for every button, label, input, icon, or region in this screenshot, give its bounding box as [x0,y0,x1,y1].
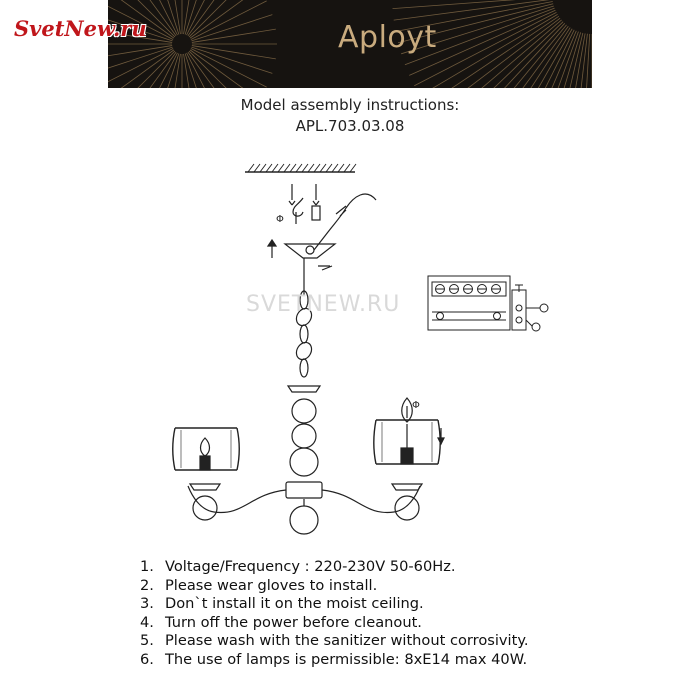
svg-text:Φ: Φ [276,214,284,225]
hook-icon [276,184,320,225]
svg-text:Φ: Φ [412,400,420,411]
wiring-block-icon [428,276,548,331]
list-item: 3. Don`t install it on the moist ceiling. [140,595,424,613]
list-item: 4. Turn off the power before cleanout. [140,613,422,631]
list-item: 6. The use of lamps is permissible: 8xE14 max 40W. [140,650,528,668]
shop-logo: SvetNew.ru [14,16,147,41]
up-arrow-icon [268,240,276,258]
model-number: APL.703.03.08 [295,117,405,135]
ground-icon [515,285,523,292]
watermark: SVETNEW.RU [246,292,401,317]
candle-bulb-icon [200,438,210,470]
power-wire [314,194,376,250]
brand-logo: Aployt [338,20,437,55]
chandelier-stem [286,386,322,534]
list-item: 1. Voltage/Frequency : 220-230V 50-60Hz. [140,558,456,575]
document-title: Model assembly instructions: [240,96,460,114]
list-item: 5. Please wash with the sanitizer without corrosivity. [140,632,529,650]
list-item: 2. Please wear gloves to install. [140,576,378,594]
ceiling-hatch-icon [245,164,356,172]
instructions-list [140,558,529,670]
